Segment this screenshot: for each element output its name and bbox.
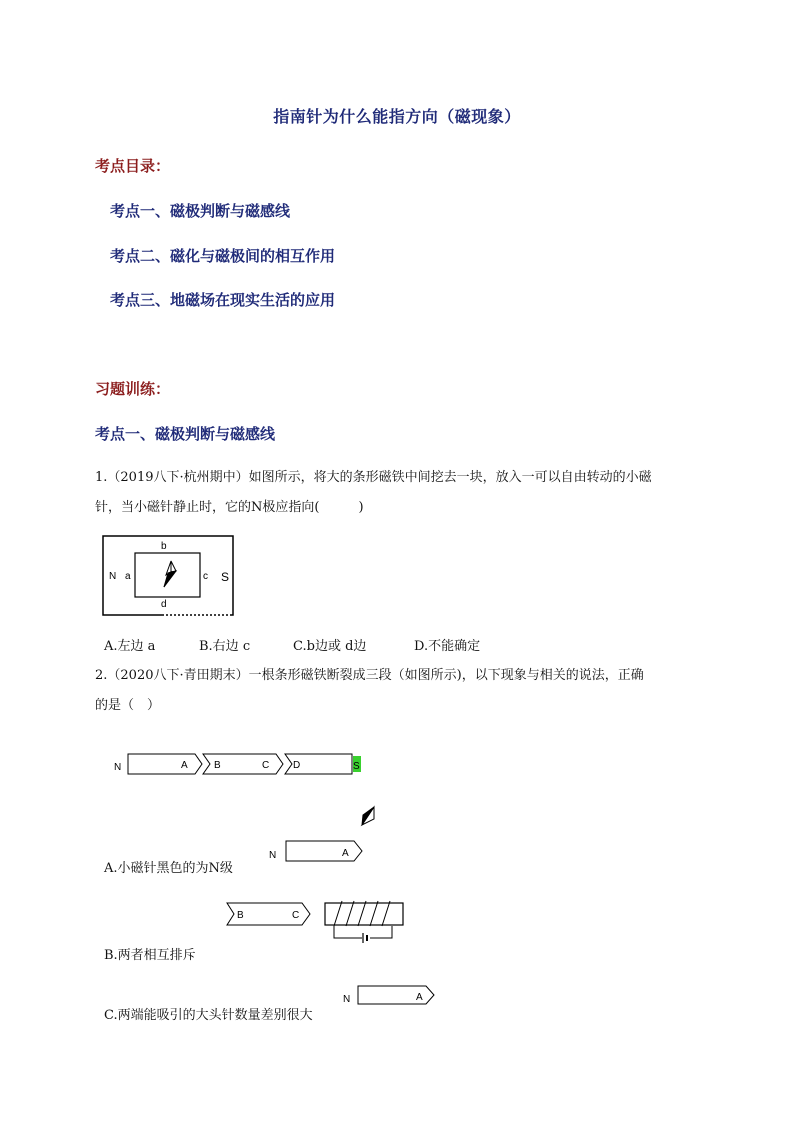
- optA-label-n: N: [269, 850, 277, 861]
- optB-label-b: B: [237, 910, 244, 921]
- toc-item-2: 考点二、磁化与磁极间的相互作用: [110, 247, 336, 265]
- toc-item-3: 考点三、地磁场在现实生活的应用: [110, 291, 336, 309]
- small-compass-needle-icon: [358, 805, 378, 831]
- compass-needle-icon: [164, 561, 176, 587]
- optC-label-a: A: [416, 992, 423, 1003]
- toc-item-1: 考点一、磁极判断与磁感线: [110, 202, 291, 220]
- optC-label-n: N: [343, 994, 351, 1005]
- label-n: N: [109, 571, 117, 582]
- page-title: 指南针为什么能指方向（磁现象）: [273, 107, 521, 126]
- q1-text-line1: 1.（2019八下·杭州期中）如图所示，将大的条形磁铁中间挖去一块，放入一可以自由转动的小磁: [95, 470, 652, 485]
- q1-text-line2: 针，当小磁针静止时，它的N极应指向( ): [95, 500, 364, 515]
- q2-option-a[interactable]: A.小磁针黑色的为N级: [104, 861, 233, 876]
- q2-text-line2: 的是（ ）: [95, 698, 161, 713]
- magnet-segment-1: [128, 754, 202, 774]
- label-c: c: [203, 571, 208, 582]
- q1-option-d[interactable]: D.不能确定: [414, 639, 481, 654]
- q2-option-c[interactable]: C.两端能吸引的大头针数量差别很大: [104, 1008, 313, 1023]
- magnet-label-a: A: [181, 760, 188, 771]
- q2-option-c-magnet: [340, 983, 440, 1011]
- q1-option-a[interactable]: A.左边 a: [104, 639, 156, 654]
- magnet-label-c: C: [262, 760, 270, 771]
- label-b: b: [161, 541, 167, 552]
- q1-figure-magnet: [100, 533, 240, 619]
- magnet-label-d: D: [293, 760, 301, 771]
- optA-label-a: A: [342, 848, 349, 859]
- solenoid-coil: [325, 901, 403, 943]
- q2-figure-broken-magnet: [110, 750, 370, 782]
- q2-option-a-magnet: [266, 838, 372, 868]
- label-s: S: [221, 570, 230, 584]
- magnet-label-s: S: [353, 761, 360, 772]
- magnet-label-b: B: [214, 760, 221, 771]
- q2-text-line1: 2.（2020八下·青田期末）一根条形磁铁断裂成三段（如图所示)，以下现象与相关的说法，正确: [95, 668, 644, 683]
- optB-label-c: C: [292, 910, 300, 921]
- toc-heading: 考点目录：: [95, 157, 171, 175]
- label-d: d: [161, 599, 167, 610]
- magnet-label-n: N: [114, 762, 122, 773]
- section-heading-1: 考点一、磁极判断与磁感线: [95, 425, 276, 443]
- q1-option-b[interactable]: B.右边 c: [199, 639, 251, 654]
- exercise-heading: 习题训练：: [95, 380, 171, 398]
- label-a: a: [125, 571, 131, 582]
- q1-option-c[interactable]: C.b边或 d边: [293, 639, 367, 654]
- q2-option-b[interactable]: B.两者相互排斥: [104, 948, 196, 963]
- q2-option-b-figure: [222, 898, 418, 958]
